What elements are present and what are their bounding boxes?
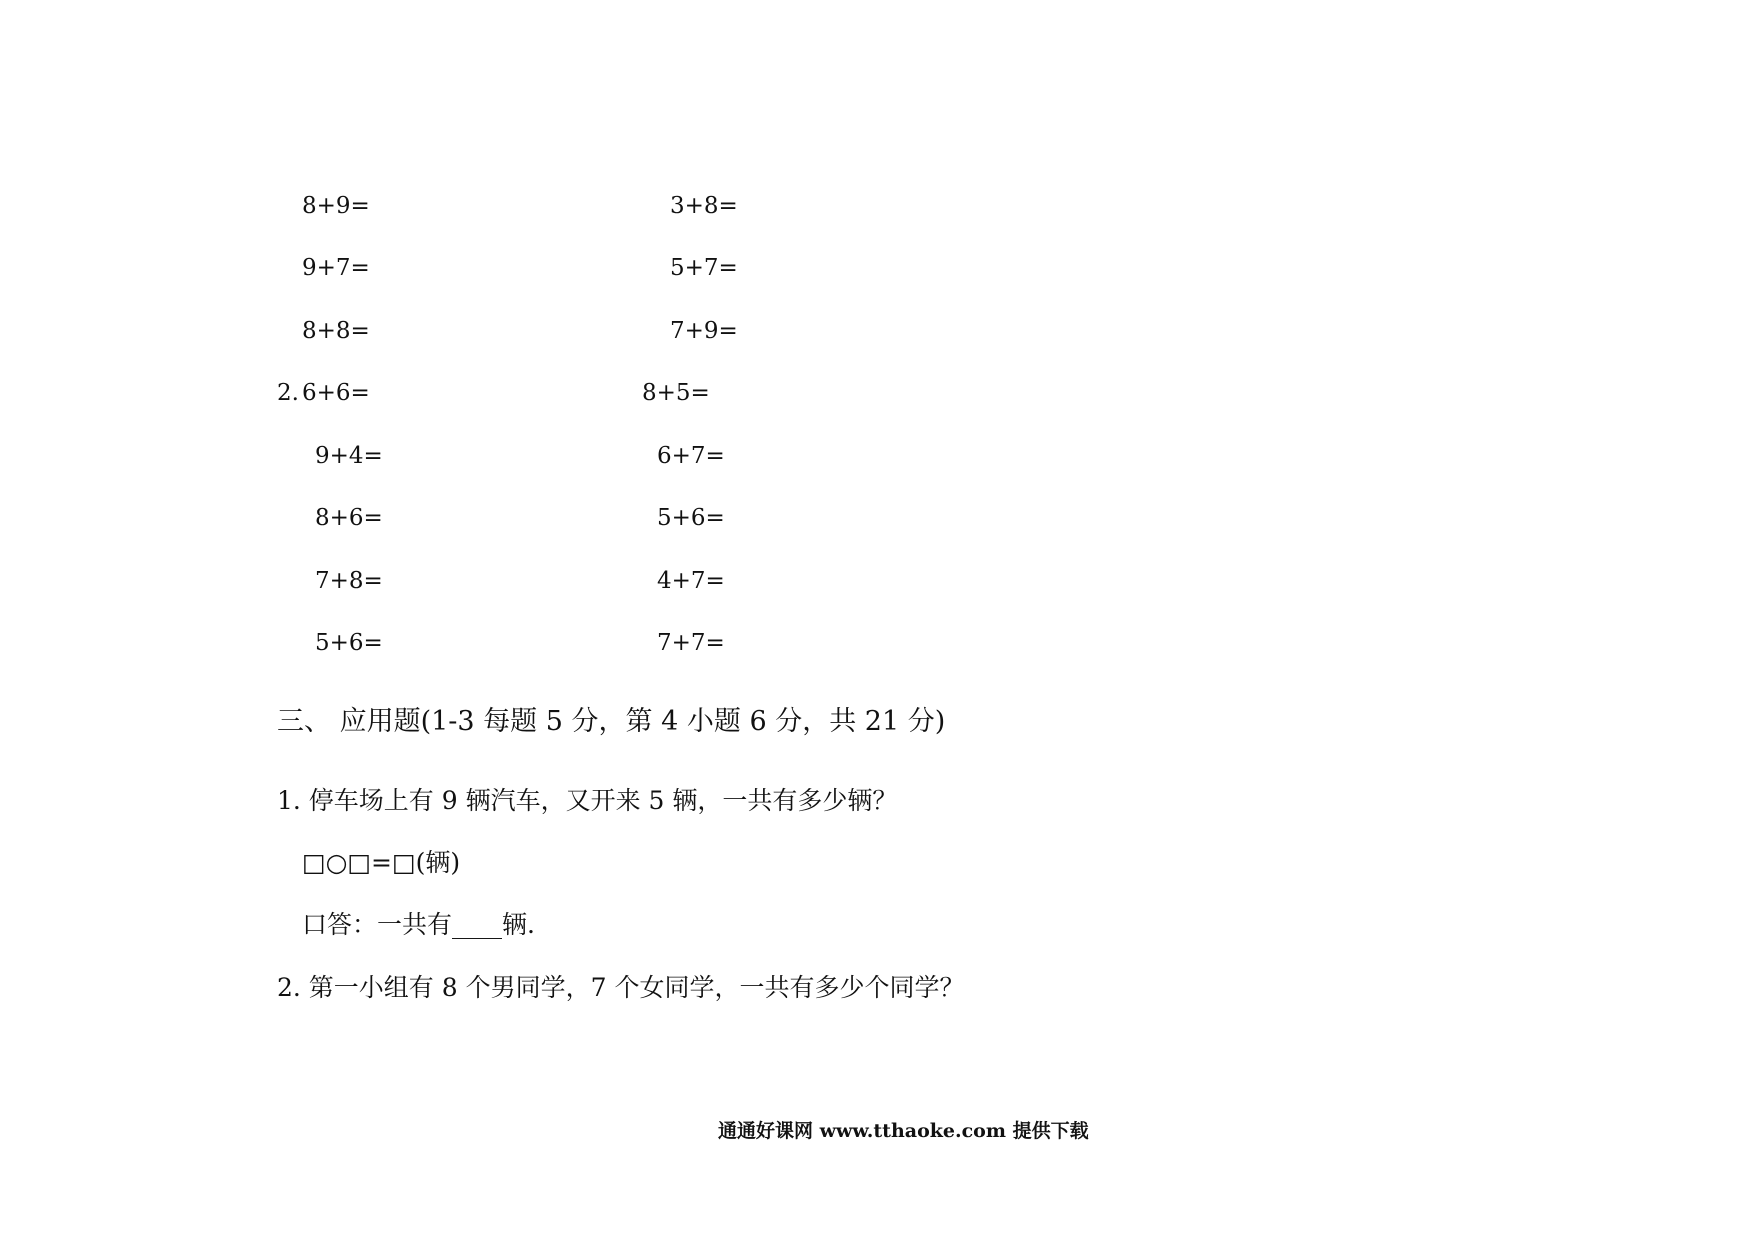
- equation-right: 7+7=: [657, 630, 725, 656]
- page-footer: 通通好课网 www.tthaoke.com 提供下载: [718, 1120, 1089, 1142]
- equation-left: 8+9=: [302, 193, 370, 219]
- equation-left: 9+7=: [302, 255, 370, 281]
- equation-right: 5+6=: [657, 505, 725, 531]
- equation-left: 8+6=: [315, 505, 383, 531]
- equation-right: 3+8=: [670, 193, 738, 219]
- equation-left: 9+4=: [315, 443, 383, 469]
- equation-right: 4+7=: [657, 568, 725, 594]
- equation-right: 8+5=: [642, 380, 710, 406]
- question-text: 2. 第一小组有 8 个男同学，7 个女同学，一共有多少个同学？: [277, 973, 965, 1002]
- equation-right: 5+7=: [670, 255, 738, 281]
- item-number: 2.: [277, 380, 299, 406]
- equation-right: 6+7=: [657, 443, 725, 469]
- answer-formula: □○□=□(辆): [302, 848, 461, 877]
- equation-left: 8+8=: [302, 318, 370, 344]
- equation-left: 6+6=: [302, 380, 370, 406]
- section-heading: 三、 应用题(1-3 每题 5 分，第 4 小题 6 分，共 21 分): [277, 706, 946, 737]
- equation-left: 5+6=: [315, 630, 383, 656]
- equation-left: 7+8=: [315, 568, 383, 594]
- equation-right: 7+9=: [670, 318, 738, 344]
- oral-answer: 口答：一共有____辆.: [302, 910, 535, 939]
- question-text: 1. 停车场上有 9 辆汽车，又开来 5 辆，一共有多少辆？: [277, 786, 898, 815]
